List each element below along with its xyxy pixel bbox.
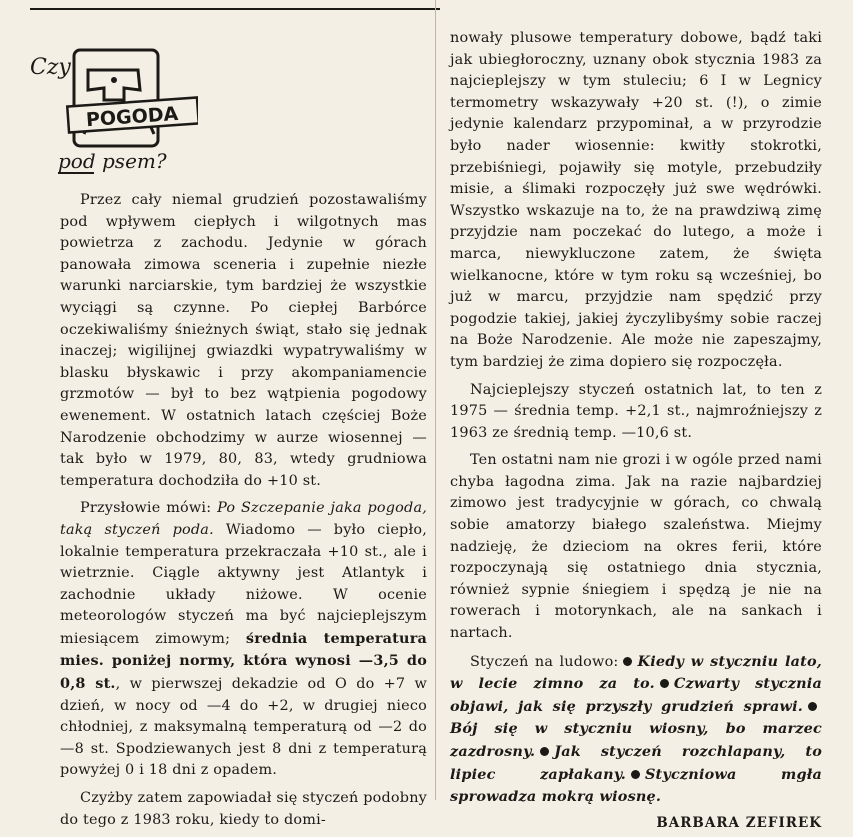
right-paragraph-1: nowały plusowe temperatury dobowe, bądź taki jak ubiegłoroczny, uznany obok stycznia 1983 za najcieplejszy w tym stuleciu; 6 I w Legnicy termometry wskazywały +20 st. (!), o zimie jedynie kalendarz przypominał, a w przyrodzie było nader wiosennie: kwitły stokrotki, przebiśniegi, pojawiły się motyle, przebudziły misie, a ślimaki rozpoczęły już swe wędrówki. Wszystko wskazuje na to, że na prawdziwą zimę przyjdzie nam poczekać do lutego, a może i marca, niewykluczone zatem, że święta wielkanocne, które w tym roku są wcześniej, bo już w marcu, przyjdzie nam spędzić przy pogodzie takiej, jakiej życzylibyśmy sobie raczej na Boże Narodzenie. Ale może nie zapeszajmy, tym bardziej że zima dopiero się rozpoczęła. [450, 30, 822, 370]
left-p2-proverb: Po Szczepanie jaka pogoda, taką styczeń poda. [60, 500, 427, 538]
saying-5: Styczniowa mgła sprowadza mokrą wiosnę. [450, 765, 822, 806]
logo-word-top: Czy [30, 55, 71, 80]
bullet-icon [631, 770, 640, 779]
left-column [60, 190, 427, 837]
top-rule [30, 8, 440, 10]
right-paragraph-2: Najcieplejszy styczeń ostatnich lat, to ten z 1975 — średnia temp. +2,1 st., najmroźniejszy z 1963 ze średnią temp. —10,6 st. [450, 381, 822, 441]
left-p2-bold: średnia temperatura mies. poniżej normy, która wynosi —3,5 do 0,8 st. [60, 629, 427, 693]
pogoda-pod-psem-logo [28, 30, 198, 180]
left-paragraph-3: Czyżby zatem zapowiadał się styczeń podobny do tego z 1983 roku, kiedy to domi- [60, 790, 427, 828]
bullet-icon [623, 657, 632, 666]
right-paragraph-3: Ten ostatni nam nie grozi i w ogóle przed nami chyba łagodna zima. Jak na razie najbardziej zimowo jest tradycyjnie w górach, co chwalą sobie amatorzy białego szaleństwa. Miejmy nadzieję, że dzieciom na okres ferii, które rozpoczynają się ostatniego dnia stycznia, również sypnie śniegiem i spędzą je nie na rowerach i motorynkach, ale na sankach i nartach. [450, 452, 822, 642]
left-paragraph-1: Przez cały niemal grudzień pozostawaliśmy pod wpływem ciepłych i wilgotnych mas powietrza z zachodu. Jedynie w górach panowała zimowa sceneria i zupełnie niezłe warunki narciarskie, tym bardziej że wszystkie wyciągi są czynne. Po ciepłej Barbórce oczekiwaliśmy śnieżnych świąt, stało się jednak inaczej; wigilijnej gwiazdki wypatrywaliśmy w blasku błyskawic i przy akompaniamencie grzmotów — był to bez wątpienia pogodowy ewenement. W ostatnich latach częściej Boże Narodzenie obchodzimy w aurze wiosennej — tak było w 1979, 80, 83, wtedy grudniowa temperatura dochodziła do +10 st. [60, 192, 427, 489]
saying-4: Jak styczeń rozchlapany, to lipiec zapłakany. [450, 743, 822, 783]
left-paragraph-2 [60, 498, 427, 782]
right-paragraph-sayings [450, 651, 822, 809]
left-p2-text-a: Przysłowie mówi: [80, 500, 218, 517]
bullet-icon [540, 747, 549, 756]
saying-1: Kiedy w styczniu lato, w lecie zimno za to. [450, 652, 822, 693]
bullet-icon [808, 702, 817, 711]
bullet-icon [660, 679, 669, 688]
left-p2-text-c: , w pierwszej dekadzie od O do +7 w dzień, w nocy od —4 do +2, w drugiej nieco chłodniej, z maksymalną temperaturą od —2 do —8 st. Spodziewanych jest 8 dni z temperaturą powyżej 0 i 18 dni z opadem. [60, 676, 427, 779]
logo-word-bottom: pod psem? [58, 149, 167, 173]
right-column [450, 28, 822, 831]
saying-2: Czwarty stycznia objawi, jak się przyszły grudzień sprawi. [450, 675, 822, 715]
logo-word-main: POGODA [85, 102, 179, 132]
column-divider [435, 0, 436, 800]
sayings-intro: Styczeń na ludowo: [470, 653, 619, 670]
saying-3: Bój się w styczniu wiosny, bo marzec zazdrosny. [450, 720, 822, 760]
left-p2-text-b: Wiadomo — było ciepło, lokalnie temperatura przekraczała +10 st., ale i wietrznie. Ciągle aktywny jest Atlantyk i zachodnie układy niżowe. W ocenie meteorologów styczeń ma być najcieplejszym miesiącem zimowym; [60, 521, 427, 647]
author-byline: BARBARA ZEFIREK [656, 814, 822, 831]
